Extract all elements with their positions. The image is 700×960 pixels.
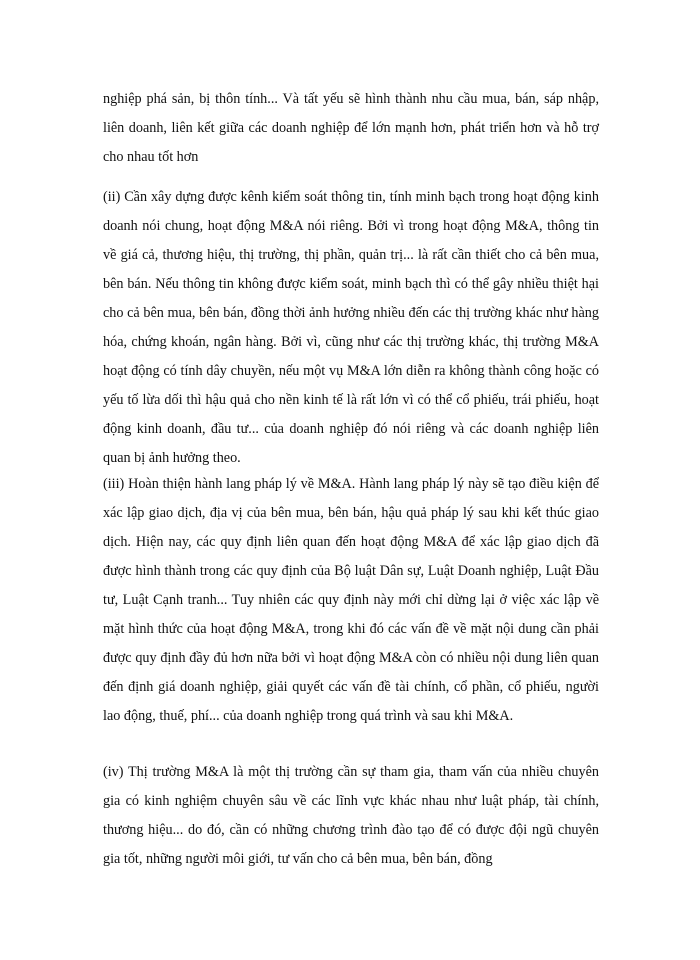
paragraph-iii: (iii) Hoàn thiện hành lang pháp lý về M&A. Hành lang pháp lý này sẽ tạo điều kiện để xác lập giao dịch, địa vị của bên mua, bên bán, hậu quả pháp lý sau khi kết thúc giao dịch. Hiện nay, các quy định liên quan đến hoạt động M&A để xác lập giao dịch đã được hình thành trong các quy định của Bộ luật Dân sự, Luật Doanh nghiệp, Luật Đầu tư, Luật Cạnh tranh... Tuy nhiên các quy định này mới chỉ dừng lại ở việc xác lập về mặt hình thức của hoạt động M&A, trong khi đó các vấn đề về mặt nội dung cần phải được quy định đầy đủ hơn nữa bởi vì hoạt động M&A còn có nhiều nội dung liên quan đến định giá doanh nghiệp, giải quyết các vấn đề tài chính, cổ phần, cổ phiếu, người lao động, thuế, phí... của doanh nghiệp trong quá trình và sau khi M&A. — [103, 476, 599, 724]
paragraph-iv: (iv) Thị trường M&A là một thị trường cần sự tham gia, tham vấn của nhiều chuyên gia có kinh nghiệm chuyên sâu về các lĩnh vực khác nhau như luật pháp, tài chính, thương hiệu... do đó, cần có những chương trình đào tạo để có được đội ngũ chuyên gia tốt, những người môi giới, tư vấn cho cả bên mua, bên bán, đồng — [103, 764, 599, 867]
paragraph-ii: (ii) Cần xây dựng được kênh kiểm soát thông tin, tính minh bạch trong hoạt động kinh doanh nói chung, hoạt động M&A nói riêng. Bởi vì trong hoạt động M&A, thông tin về giá cả, thương hiệu, thị trường, thị phần, quản trị... là rất cần thiết cho cả bên mua, bên bán. Nếu thông tin không được kiểm soát, minh bạch thì có thể gây nhiều thiệt hại cho cả bên mua, bên bán, đồng thời ảnh hưởng nhiều đến các thị trường khác như hàng hóa, chứng khoán, ngân hàng. Bởi vì, cũng như các thị trường khác, thị trường M&A hoạt động có tính dây chuyền, nếu một vụ M&A lớn diễn ra không thành công hoặc có yếu tố lừa dối thì hậu quả cho nền kinh tế là rất lớn vì có thể cổ phiếu, trái phiếu, hoạt động kinh doanh, đầu tư... của doanh nghiệp đó nói riêng và các doanh nghiệp liên quan bị ảnh hưởng theo. — [103, 189, 599, 466]
paragraph-continuation: nghiệp phá sản, bị thôn tính... Và tất yếu sẽ hình thành nhu cầu mua, bán, sáp nhập, liên doanh, liên kết giữa các doanh nghiệp để lớn mạnh hơn, phát triển hơn và hỗ trợ cho nhau tốt hơn — [103, 91, 599, 165]
